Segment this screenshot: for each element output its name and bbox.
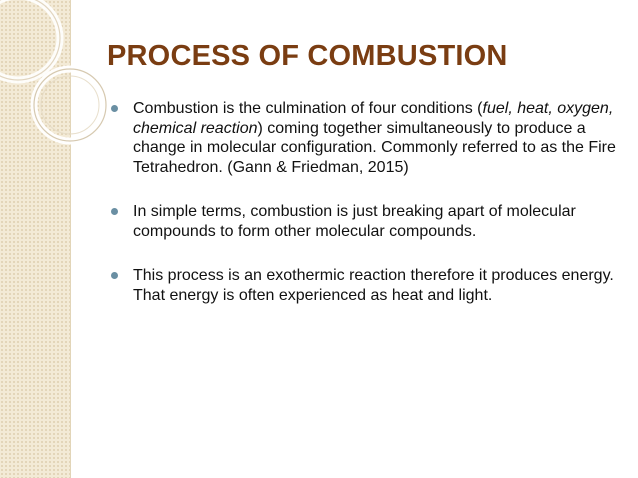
bullet-text-italic: fuel, heat, oxygen, chemical reaction bbox=[133, 100, 614, 137]
slide-title: PROCESS OF COMBUSTION bbox=[107, 40, 508, 72]
bullet-item bbox=[108, 266, 623, 305]
bullet-text-part: Combustion is the culmination of four conditions ( bbox=[133, 100, 483, 117]
bullet-marker-icon bbox=[111, 272, 118, 279]
bullet-list bbox=[108, 99, 623, 305]
bullet-text-part: ) coming together simultaneously to produce a change in molecular configuration. Commonly referred to as the Fire Tetrahedron. (Gann & Friedman, 2015) bbox=[133, 119, 616, 176]
decorative-rings bbox=[0, 0, 110, 170]
bullet-text: This process is an exothermic reaction therefore it produces energy. That energy is often experienced as heat and light. bbox=[133, 267, 614, 304]
bullet-item bbox=[108, 202, 623, 241]
bullet-marker-icon bbox=[111, 105, 118, 112]
bullet-text: In simple terms, combustion is just breaking apart of molecular compounds to form other molecular compounds. bbox=[133, 203, 576, 240]
bullet-item bbox=[108, 99, 623, 177]
bullet-marker-icon bbox=[111, 208, 118, 215]
